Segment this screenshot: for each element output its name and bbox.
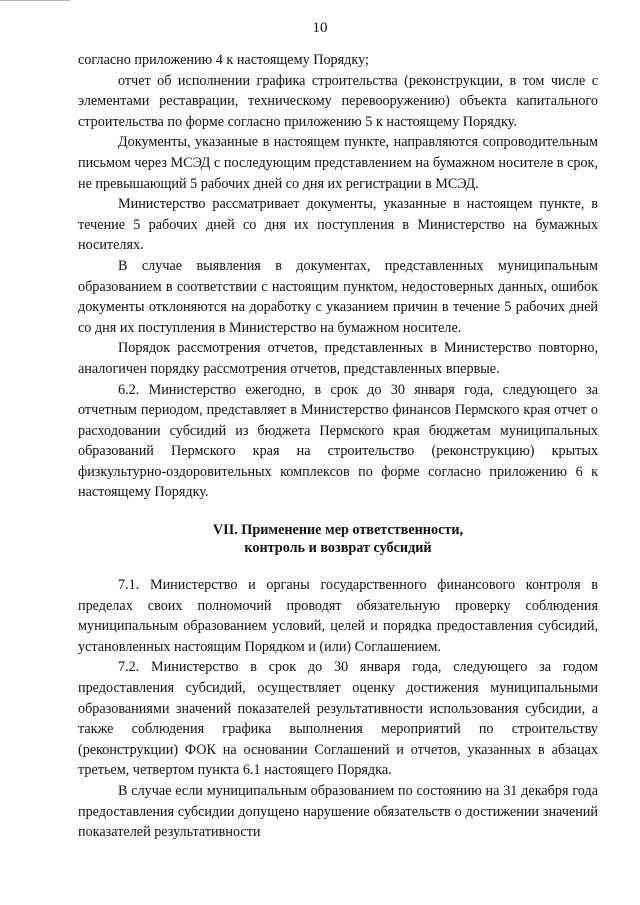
paragraph-7-2: 7.2. Министерство в срок до 30 января года, следующего за годом предоставления субсидий, осуществляет оценку достижения муниципальными образованиями значений показателей результативности использования субсидии, а также соблюдения графика выполнения мероприятий по строительству (реконструкции) ФОК на основании Соглашений и отчетов, указанных в абзацах третьем, четвертом пункта 6.1 настоящего Порядка.: [78, 659, 598, 779]
paragraph-7-1: 7.1. Министерство и органы государственного финансового контроля в пределах своих полномочий проводят обязательную проверку соблюдения муниципальным образованием условий, целей и порядка предоставления субсидий, установленных настоящим Порядком и (или) Соглашением.: [78, 577, 598, 655]
top-edge-rule: [0, 0, 70, 1]
section-heading-line2: контроль и возврат субсидий: [244, 540, 432, 557]
paragraph-rejection: В случае выявления в документах, представленных муниципальным образованием в соответствии с настоящим пунктом, недостоверных данных, ошибок документы отклоняются на доработку с указанием причин в течение 5 рабочих дней со дня их поступления в Министерство на бумажном носителе.: [78, 257, 598, 336]
document-body: [78, 50, 598, 843]
paragraph-documents-submission: Документы, указанные в настоящем пункте, направляются сопроводительным письмом через МСЭД с последующим представлением на бумажном носителе в срок, не превышающий 5 рабочих дней со дня их регистрации в МСЭД.: [78, 134, 598, 192]
paragraph-continuation: согласно приложению 4 к настоящему Порядку;: [78, 52, 369, 68]
paragraph-6-2: 6.2. Министерство ежегодно, в срок до 30 января года, следующего за отчетным периодом, представляет в Министерство финансов Пермского края отчет о расходовании субсидий из бюджета Пермского края бюджетам муниципальных образований Пермского края на строительство (реконструкцию) крытых физкультурно-оздоровительных комплексов по форме согласно приложению 6 к настоящему Порядку.: [78, 381, 598, 501]
paragraph-schedule-report: отчет об исполнении графика строительства (реконструкции, в том числе с элементами реставрации, техническому перевооружению) объекта капитального строительства по форме согласно приложению 5 к настоящему Порядку.: [78, 72, 598, 130]
section-heading-vii: [78, 521, 598, 557]
section-heading-line1: VII. Применение мер ответственности,: [212, 522, 464, 539]
paragraph-ministry-review: Министерство рассматривает документы, указанные в настоящем пункте, в течение 5 рабочих дней со дня их поступления в Министерство на бумажных носителях.: [78, 196, 598, 254]
page-number: 10: [312, 20, 328, 36]
paragraph-resubmission: Порядок рассмотрения отчетов, представленных в Министерство повторно, аналогичен порядку рассмотрения отчетов, представленных впервые.: [78, 340, 598, 377]
paragraph-violation-case: В случае если муниципальным образованием по состоянию на 31 декабря года предоставления субсидии допущено нарушение обязательств о достижении значений показателей результативности: [78, 783, 598, 841]
